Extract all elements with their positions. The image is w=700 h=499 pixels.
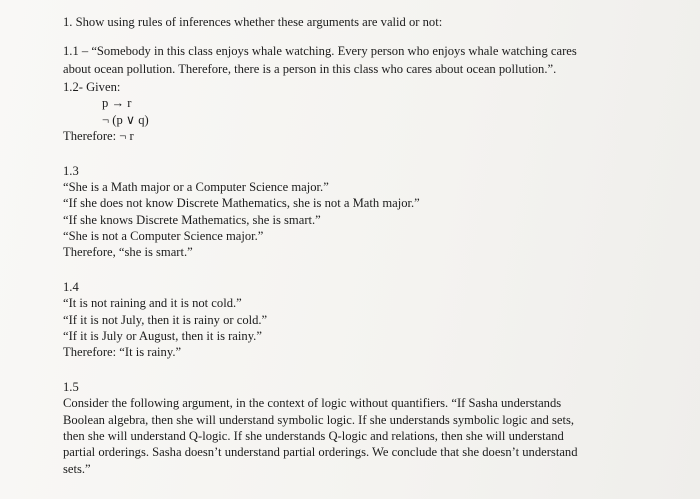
p1-5-number: 1.5 [63, 380, 79, 394]
p1-2-label: 1.2- Given: [63, 80, 121, 94]
conclusion-1-2: Therefore: ¬ r [63, 129, 134, 143]
p1-1-line-2: about ocean pollution. Therefore, there is a person in this class who cares about ocean pollution.”. [63, 62, 557, 76]
p1-3-line-5: Therefore, “she is smart.” [63, 245, 193, 259]
question-title: 1. Show using rules of inferences whether these arguments are valid or not: [63, 15, 443, 29]
p1-3-line-3: “If she knows Discrete Mathematics, she is smart.” [63, 213, 321, 227]
p1-3-line-2: “If she does not know Discrete Mathematics, she is not a Math major.” [63, 196, 420, 210]
p1-4-line-2: “If it is not July, then it is rainy or cold.” [63, 313, 268, 327]
p1-5-line-5: sets.” [63, 462, 91, 476]
p1-4-line-4: Therefore: “It is rainy.” [63, 345, 182, 359]
premise-1: p → r [102, 96, 132, 110]
p1-5-line-4: partial orderings. Sasha doesn’t understand partial orderings. We conclude that she doesn’t understand [63, 445, 578, 459]
p1-4-number: 1.4 [63, 280, 79, 294]
p1-5-line-2: Boolean algebra, then she will understand symbolic logic. If she understands symbolic logic and sets, [63, 413, 574, 427]
p1-1-line-1: 1.1 – “Somebody in this class enjoys whale watching. Every person who enjoys whale watching cares [63, 44, 577, 58]
p1-3-line-1: “She is a Math major or a Computer Science major.” [63, 180, 329, 194]
p1-5-line-1: Consider the following argument, in the context of logic without quantifiers. “If Sasha understands [63, 396, 562, 410]
p1-4-line-1: “It is not raining and it is not cold.” [63, 296, 242, 310]
p1-5-line-3: then she will understand Q-logic. If she understands Q-logic and relations, then she will understand [63, 429, 564, 443]
premise-2: ¬ (p ∨ q) [102, 113, 149, 127]
p1-3-line-4: “She is not a Computer Science major.” [63, 229, 264, 243]
p1-3-number: 1.3 [63, 164, 79, 178]
p1-4-line-3: “If it is July or August, then it is rainy.” [63, 329, 262, 343]
